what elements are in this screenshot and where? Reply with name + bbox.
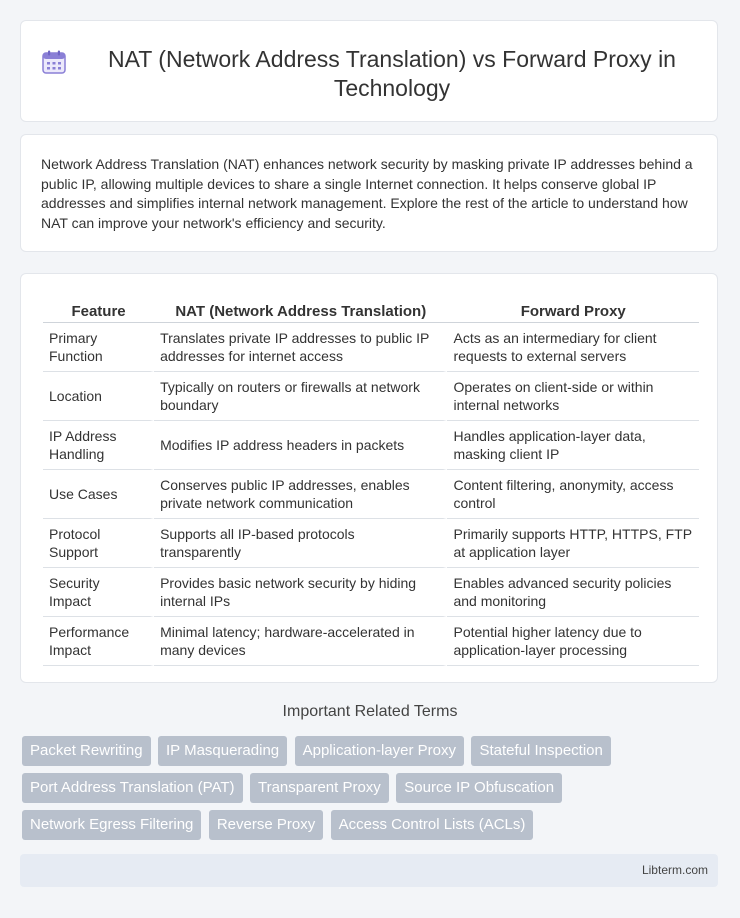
feature-cell: IP Address Handling (43, 421, 154, 470)
nat-cell: Modifies IP address headers in packets (154, 421, 447, 470)
table-row (43, 470, 699, 519)
feature-cell: Location (43, 372, 154, 421)
table-row (43, 323, 699, 372)
intro-text: Network Address Translation (NAT) enhances network security by masking private IP addresses behind a public IP, allowing multiple devices to share a single Internet connection. It helps conserve global IP addresses and simplifies internal network management. Explore the rest of the article to understand how NAT can improve your network's efficiency and security. (41, 156, 693, 231)
nat-cell: Conserves public IP addresses, enables private network communication (154, 470, 447, 519)
title-card (20, 20, 718, 122)
nat-cell: Translates private IP addresses to public IP addresses for internet access (154, 323, 447, 372)
term-tag[interactable]: Transparent Proxy (250, 773, 389, 803)
header-feature: Feature (43, 294, 154, 323)
header-forward-proxy: Forward Proxy (447, 294, 699, 323)
footer-site-link[interactable]: Libterm.com (641, 863, 708, 877)
term-tag[interactable]: Port Address Translation (PAT) (22, 773, 243, 803)
table-row (43, 372, 699, 421)
proxy-cell: Primarily supports HTTP, HTTPS, FTP at application layer (447, 519, 699, 568)
term-tag[interactable]: Access Control Lists (ACLs) (331, 810, 534, 840)
related-terms-heading: Important Related Terms (282, 703, 458, 720)
proxy-cell: Enables advanced security policies and monitoring (447, 568, 699, 617)
table-row (43, 421, 699, 470)
proxy-cell: Handles application-layer data, masking client IP (447, 421, 699, 470)
proxy-cell: Acts as an intermediary for client requests to external servers (447, 323, 699, 372)
table-header-row (43, 294, 699, 323)
feature-cell: Protocol Support (43, 519, 154, 568)
feature-cell: Use Cases (43, 470, 154, 519)
related-terms-list (22, 736, 722, 847)
page-title: NAT (Network Address Translation) vs Forward Proxy in Technology (108, 46, 676, 101)
proxy-cell: Content filtering, anonymity, access control (447, 470, 699, 519)
nat-cell: Typically on routers or firewalls at network boundary (154, 372, 447, 421)
intro-card (20, 134, 718, 252)
nat-cell: Provides basic network security by hiding internal IPs (154, 568, 447, 617)
feature-cell: Security Impact (43, 568, 154, 617)
calendar-icon (41, 49, 67, 75)
nat-cell: Minimal latency; hardware-accelerated in many devices (154, 617, 447, 666)
term-tag[interactable]: Reverse Proxy (209, 810, 323, 840)
table-row (43, 568, 699, 617)
proxy-cell: Operates on client-side or within internal networks (447, 372, 699, 421)
comparison-card (20, 273, 718, 683)
comparison-table (43, 294, 699, 666)
feature-cell: Primary Function (43, 323, 154, 372)
table-row (43, 519, 699, 568)
term-tag[interactable]: Packet Rewriting (22, 736, 151, 766)
proxy-cell: Potential higher latency due to application-layer processing (447, 617, 699, 666)
nat-cell: Supports all IP-based protocols transparently (154, 519, 447, 568)
term-tag[interactable]: IP Masquerading (158, 736, 287, 766)
table-row (43, 617, 699, 666)
feature-cell: Performance Impact (43, 617, 154, 666)
header-nat: NAT (Network Address Translation) (154, 294, 447, 323)
term-tag[interactable]: Source IP Obfuscation (396, 773, 562, 803)
term-tag[interactable]: Stateful Inspection (471, 736, 610, 766)
term-tag[interactable]: Application-layer Proxy (295, 736, 464, 766)
term-tag[interactable]: Network Egress Filtering (22, 810, 201, 840)
footer (20, 854, 718, 887)
